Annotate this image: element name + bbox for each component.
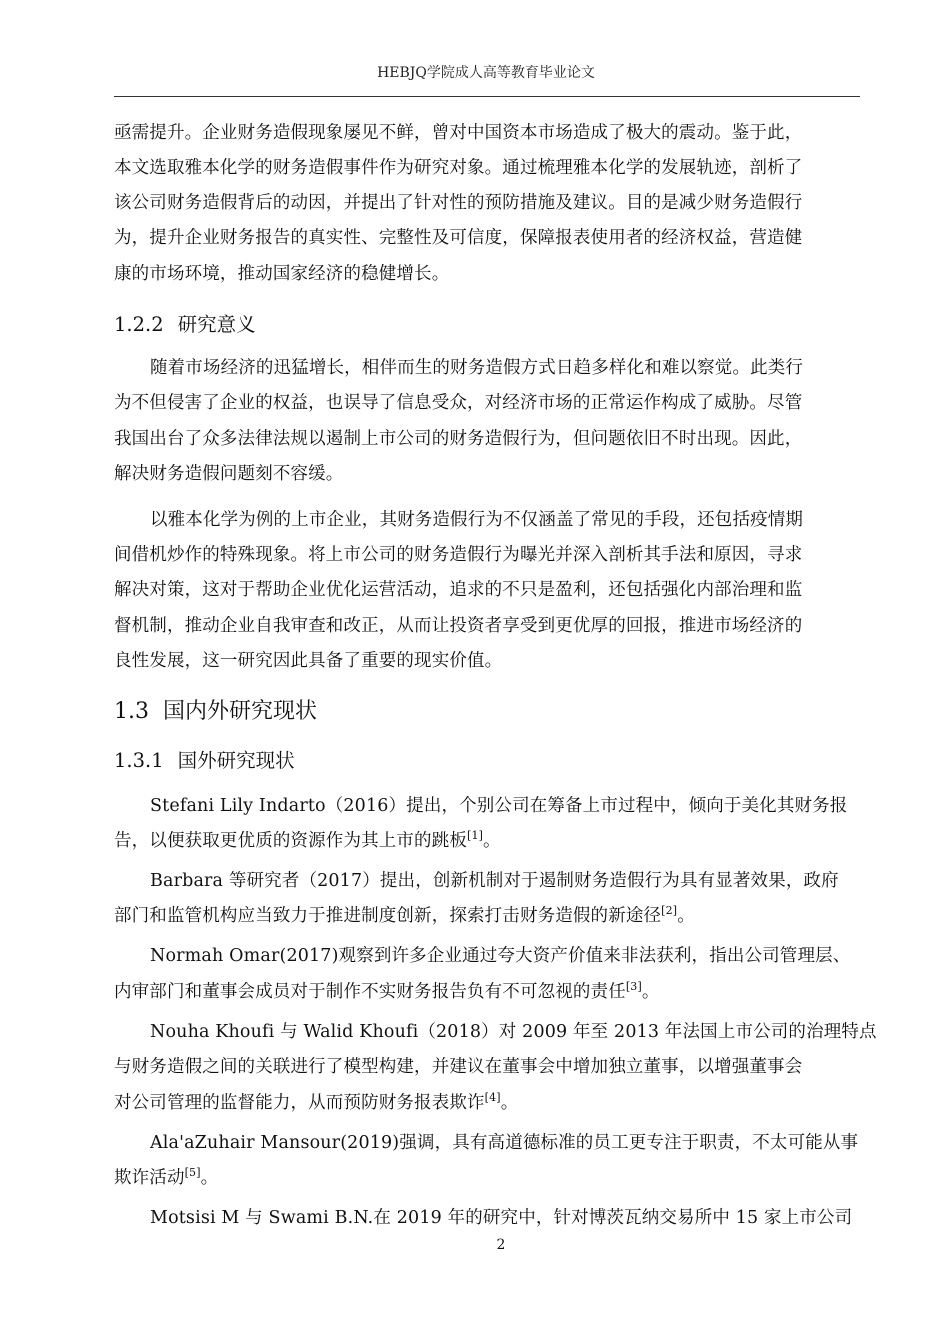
section-number: 1.3.1	[114, 749, 164, 772]
section-title: 国外研究现状	[177, 749, 295, 772]
paragraph-line: Stefani Lily Indarto（2016）提出，个别公司在筹备上市过程中，倾向于美化其财务报	[150, 796, 848, 816]
citation-ref: [2]	[661, 904, 678, 918]
paragraph-line: Barbara 等研究者（2017）提出，创新机制对于遏制财务造假行为具有显著效果，政府	[150, 871, 839, 891]
paragraph-text: 内审部门和董事会成员对于制作不实财务报告负有不可忽视的责任	[114, 982, 626, 1002]
paragraph-line: 亟需提升。企业财务造假现象屡见不鲜，曾对中国资本市场造成了极大的震动。鉴于此，	[114, 123, 803, 143]
paragraph-end: 。	[677, 906, 695, 926]
paragraph-line: 解决对策，这对于帮助企业优化运营活动，追求的不只是盈利，还包括强化内部治理和监	[114, 580, 803, 600]
section-title: 研究意义	[177, 313, 256, 336]
header-title: HEBJQ学院成人高等教育毕业论文	[377, 65, 595, 81]
paragraph-line	[114, 904, 695, 928]
paragraph-line: 为，提升企业财务报告的真实性、完整性及可信度，保障报表使用者的经济权益，营造健	[114, 228, 803, 248]
paragraph-end: 。	[500, 1093, 519, 1113]
paragraph-line: 良性发展，这一研究因此具备了重要的现实价值。	[114, 651, 503, 671]
paragraph-text: 告，以便获取更优质的资源作为其上市的跳板	[114, 831, 467, 851]
paragraph-line: Normah Omar(2017)观察到许多企业通过夸大资产价值来非法获利，指出公司管理层、	[150, 946, 851, 966]
paragraph-line	[114, 829, 501, 853]
paragraph-line	[114, 980, 660, 1004]
header-divider	[114, 96, 860, 97]
paragraph-end: 。	[483, 831, 501, 851]
paragraph-line: 与财务造假之间的关联进行了模型构建，并建议在董事会中增加独立董事，以增强董事会	[114, 1057, 803, 1077]
section-heading-1-2-2	[114, 312, 256, 338]
paragraph-line: 随着市场经济的迅猛增长，相伴而生的财务造假方式日趋多样化和难以察觉。此类行	[150, 358, 804, 378]
paragraph-text: 部门和监管机构应当致力于推进制度创新，探索打击财务造假的新途径	[114, 906, 662, 926]
paragraph-text: 欺诈活动	[114, 1168, 185, 1188]
paragraph-line: 督机制，推动企业自我审查和改正，从而让投资者享受到更优厚的回报，推进市场经济的	[114, 616, 803, 636]
citation-ref: [4]	[484, 1091, 501, 1105]
section-number: 1.2.2	[114, 313, 164, 336]
paragraph-line: 以雅本化学为例的上市企业，其财务造假行为不仅涵盖了常见的手段，还包括疫情期	[150, 510, 804, 530]
paragraph-end: 。	[200, 1168, 219, 1188]
paragraph-line: 本文选取雅本化学的财务造假事件作为研究对象。通过梳理雅本化学的发展轨迹，剖析了	[114, 158, 803, 178]
section-title: 国内外研究现状	[163, 699, 318, 724]
paragraph-line: Nouha Khoufi 与 Walid Khoufi（2018）对 2009 年至 2013 年法国上市公司的治理特点	[150, 1022, 877, 1042]
citation-ref: [5]	[184, 1166, 201, 1180]
paragraph-line: 该公司财务造假背后的动因，并提出了针对性的预防措施及建议。目的是减少财务造假行	[114, 193, 803, 213]
section-number: 1.3	[114, 699, 149, 724]
paragraph-line: 我国出台了众多法律法规以遏制上市公司的财务造假行为，但问题依旧不时出现。因此，	[114, 429, 803, 449]
paragraph-line: Motsisi M 与 Swami B.N.在 2019 年的研究中，针对博茨瓦纳交易所中 15 家上市公司	[150, 1208, 853, 1228]
section-heading-1-3	[114, 698, 317, 726]
paragraph-line	[114, 1091, 518, 1115]
section-heading-1-3-1	[114, 748, 295, 774]
page-number: 2	[496, 1237, 506, 1253]
paragraph-text: 对公司管理的监督能力，从而预防财务报表欺诈	[114, 1093, 485, 1113]
paragraph-line: 间借机炒作的特殊现象。将上市公司的财务造假行为曝光并深入剖析其手法和原因，寻求	[114, 545, 803, 565]
paragraph-end: 。	[641, 982, 660, 1002]
paragraph-line: Ala'aZuhair Mansour(2019)强调，具有高道德标准的员工更专注于职责，不太可能从事	[150, 1133, 859, 1153]
paragraph-line: 为不但侵害了企业的权益，也误导了信息受众，对经济市场的正常运作构成了威胁。尽管	[114, 393, 803, 413]
citation-ref: [3]	[625, 980, 642, 994]
citation-ref: [1]	[467, 829, 484, 843]
paragraph-line	[114, 1166, 218, 1190]
paragraph-line: 解决财务造假问题刻不容缓。	[114, 464, 344, 484]
paragraph-line: 康的市场环境，推动国家经济的稳健增长。	[114, 264, 450, 284]
